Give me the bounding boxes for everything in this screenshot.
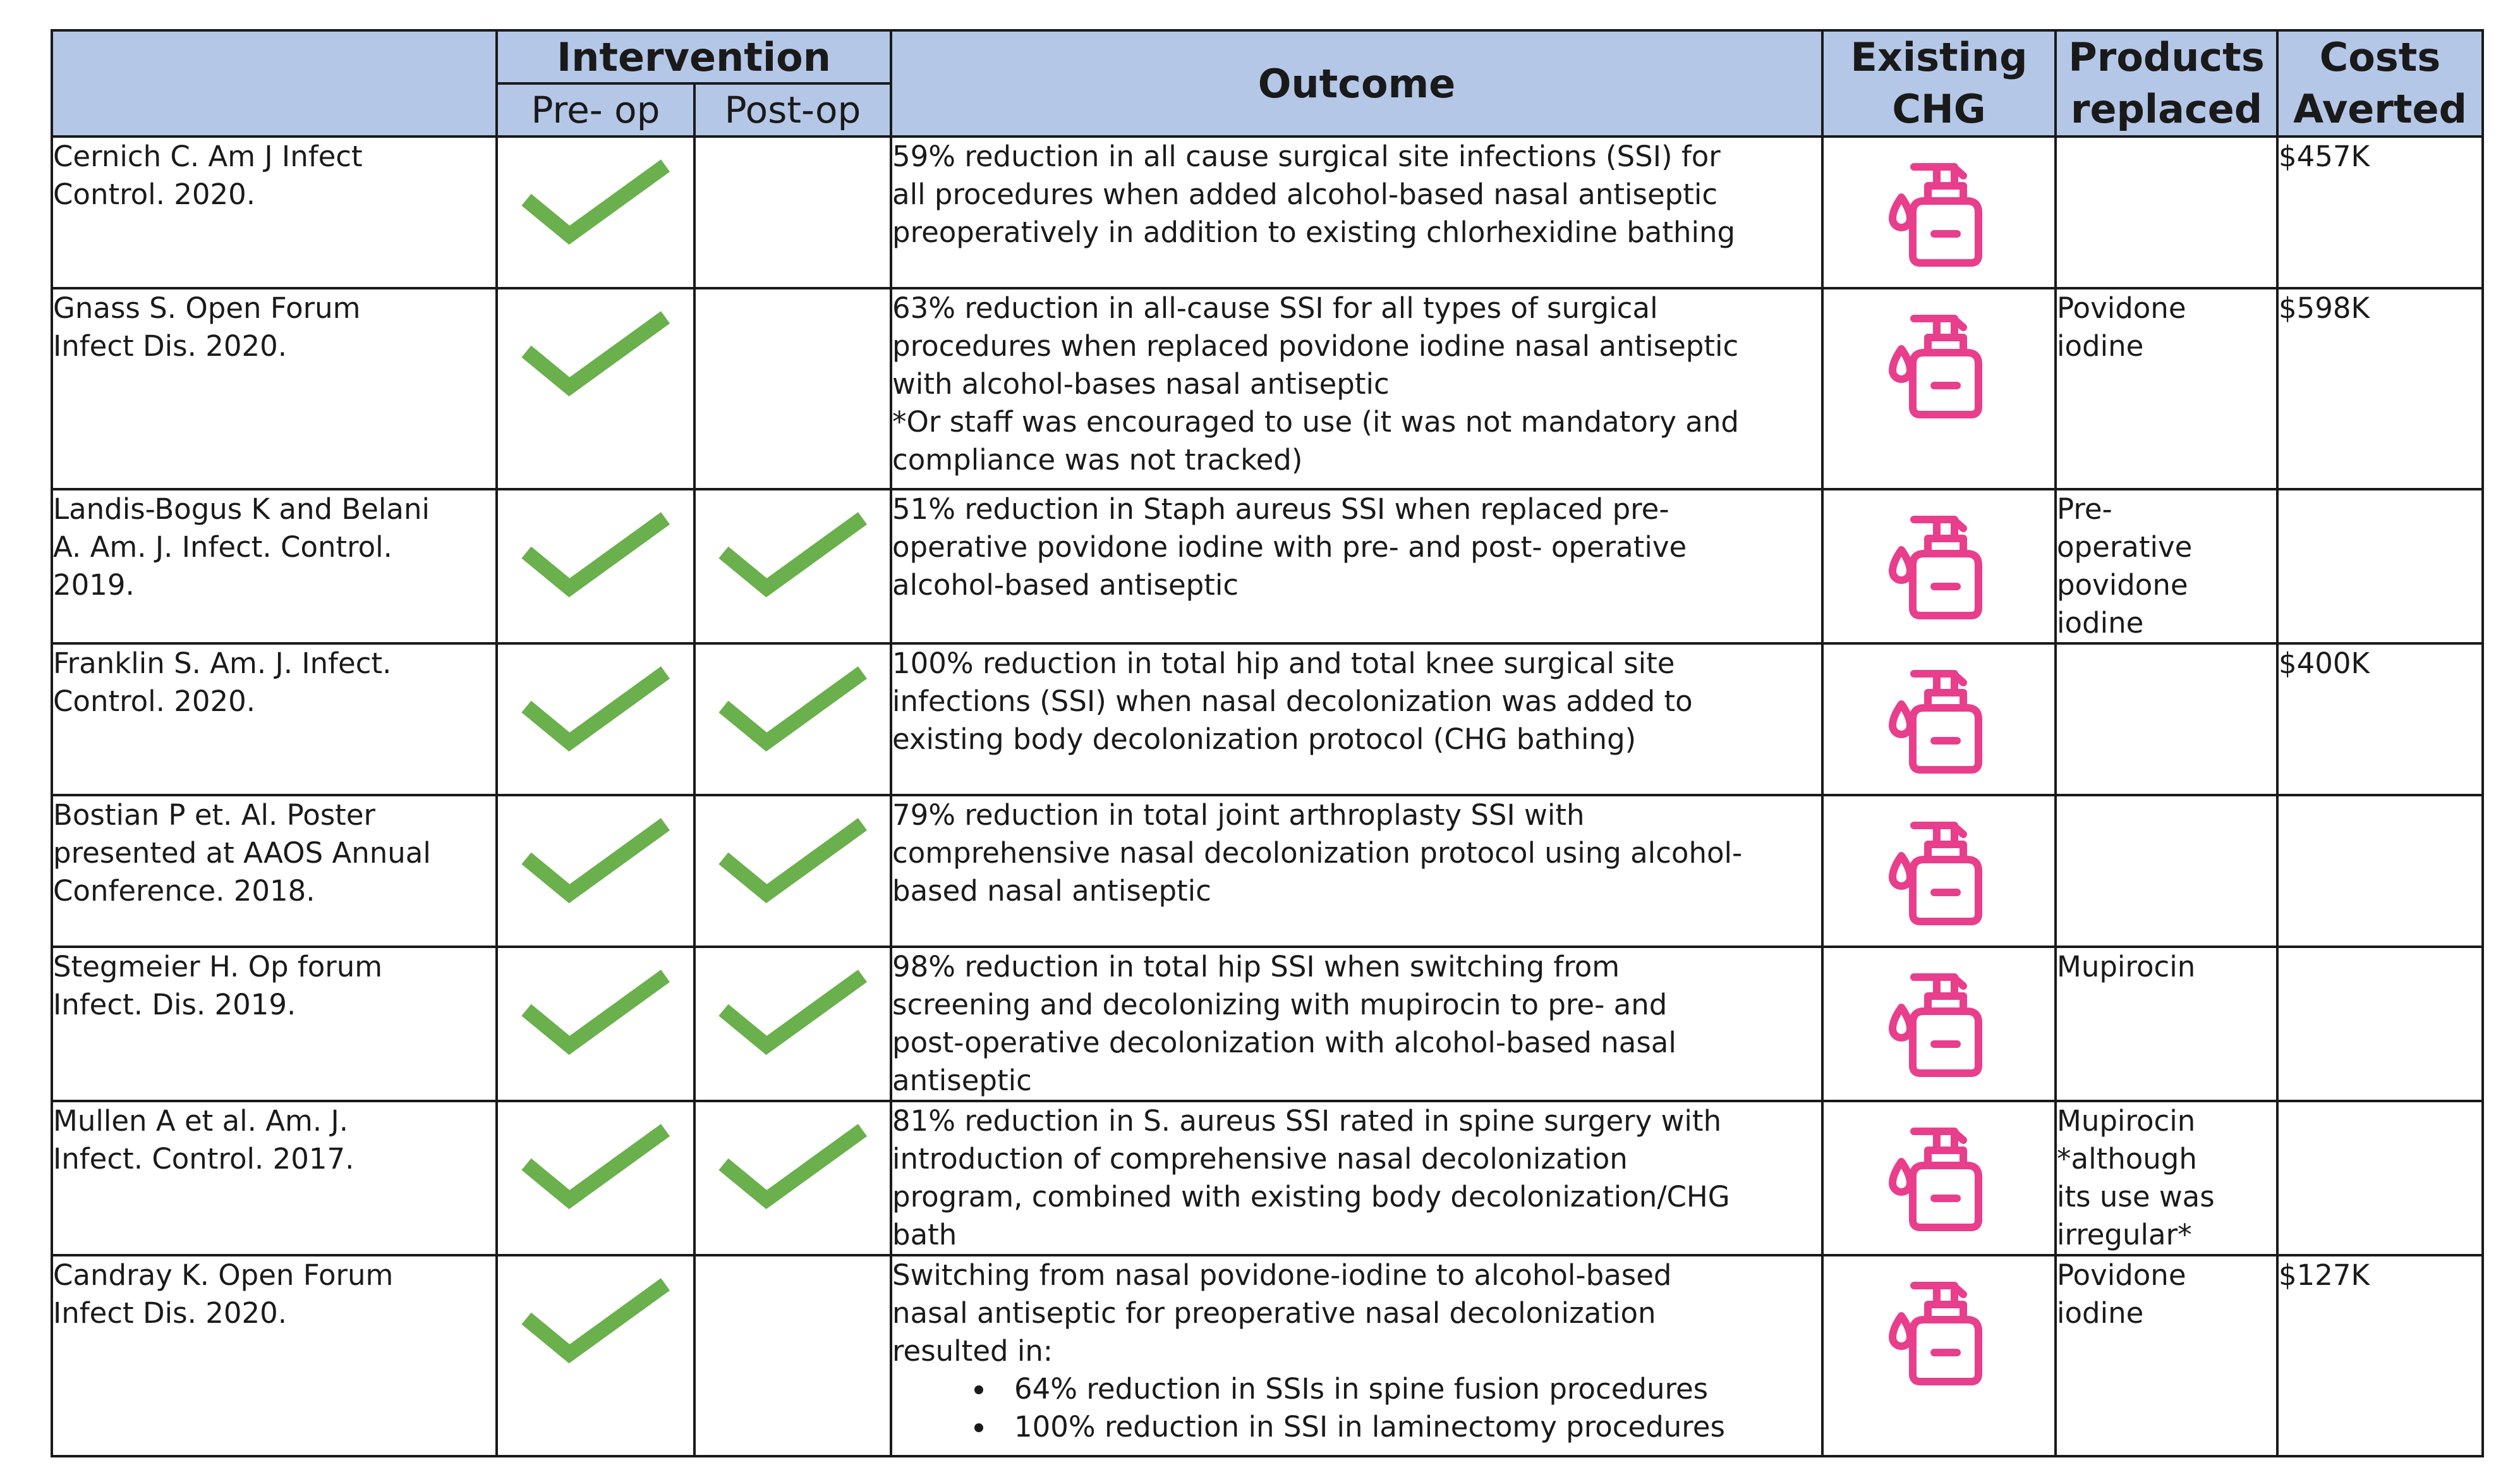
outcome-text: 63% reduction in all-cause SSI for all types of surgical procedures when replaced povidone iodine nasal antiseptic with alcohol-bases nasal antiseptic *Or staff was encouraged to use (it was not mandatory and compliance was not tracked) bbox=[892, 291, 1739, 477]
check-icon bbox=[498, 306, 693, 401]
check-icon bbox=[498, 1119, 693, 1213]
soap-dispenser-icon bbox=[1824, 964, 2054, 1078]
costs-averted-header bbox=[2277, 30, 2483, 137]
outcome-bullet: • 100% reduction in SSI in laminectomy procedures bbox=[996, 1408, 1821, 1446]
reference-cell: Candray K. Open Forum Infect Dis. 2020. bbox=[52, 1255, 497, 1456]
products-replaced-cell bbox=[2056, 137, 2277, 288]
pre-op-cell bbox=[497, 1255, 694, 1456]
products-replaced-cell: Povidone iodine bbox=[2056, 288, 2277, 489]
costs-averted-cell bbox=[2277, 947, 2483, 1101]
soap-dispenser-icon bbox=[1824, 813, 2054, 927]
pre-op-cell bbox=[497, 288, 694, 489]
post-op-cell bbox=[694, 643, 891, 795]
post-op-cell bbox=[694, 947, 891, 1101]
existing-chg-cell bbox=[1822, 1101, 2056, 1255]
table-row bbox=[52, 288, 2483, 489]
costs-averted-cell: $598K bbox=[2277, 288, 2483, 489]
products-replaced-header-line2: replaced bbox=[2070, 86, 2263, 132]
soap-dispenser-icon bbox=[1824, 661, 2054, 775]
post-op-cell bbox=[694, 795, 891, 947]
intervention-header: Intervention bbox=[497, 30, 891, 83]
costs-averted-cell: $457K bbox=[2277, 137, 2483, 288]
check-icon bbox=[696, 507, 890, 602]
check-icon bbox=[498, 813, 693, 908]
pre-op-cell bbox=[497, 489, 694, 643]
reference-header bbox=[52, 30, 497, 137]
outcome-cell bbox=[891, 643, 1822, 795]
table-body bbox=[52, 137, 2483, 1456]
reference-cell: Stegmeier H. Op forum Infect. Dis. 2019. bbox=[52, 947, 497, 1101]
soap-dispenser-icon bbox=[1824, 1273, 2054, 1387]
existing-chg-cell bbox=[1822, 643, 2056, 795]
outcome-cell bbox=[891, 1101, 1822, 1255]
existing-chg-cell bbox=[1822, 489, 2056, 643]
costs-averted-cell bbox=[2277, 489, 2483, 643]
post-op-header: Post-op bbox=[694, 83, 891, 137]
products-replaced-header bbox=[2056, 30, 2277, 137]
check-icon bbox=[696, 1119, 890, 1213]
pre-op-cell bbox=[497, 947, 694, 1101]
outcome-text: 100% reduction in total hip and total knee surgical site infections (SSI) when nasal decolonization was added to existing body decolonization protocol (CHG bathing) bbox=[892, 647, 1693, 756]
check-icon bbox=[498, 507, 693, 602]
products-replaced-cell: Mupirocin *although its use was irregular* bbox=[2056, 1101, 2277, 1255]
outcome-bullet-list bbox=[892, 1370, 1821, 1446]
table-row bbox=[52, 137, 2483, 288]
products-replaced-header-line1: Products bbox=[2068, 34, 2265, 80]
check-icon bbox=[696, 661, 890, 756]
post-op-cell bbox=[694, 489, 891, 643]
outcome-cell bbox=[891, 489, 1822, 643]
outcome-text: 98% reduction in total hip SSI when switching from screening and decolonizing with mupirocin to pre- and post-operative decolonization with alcohol-based nasal antiseptic bbox=[892, 950, 1676, 1097]
outcome-text: Switching from nasal povidone-iodine to alcohol-based nasal antiseptic for preoperative nasal decolonization resulted in: bbox=[892, 1258, 1672, 1368]
outcome-text: 59% reduction in all cause surgical site infections (SSI) for all procedures when added alcohol-based nasal antiseptic preoperatively in addition to existing chlorhexidine bathing bbox=[892, 140, 1736, 249]
soap-dispenser-icon bbox=[1824, 1119, 2054, 1232]
check-icon bbox=[498, 1273, 693, 1368]
outcome-cell bbox=[891, 1255, 1822, 1456]
check-icon bbox=[498, 964, 693, 1059]
pre-op-cell bbox=[497, 1101, 694, 1255]
post-op-cell bbox=[694, 288, 891, 489]
reference-cell: Mullen A et al. Am. J. Infect. Control. 2017. bbox=[52, 1101, 497, 1255]
existing-chg-cell bbox=[1822, 947, 2056, 1101]
table-row bbox=[52, 947, 2483, 1101]
table-row bbox=[52, 489, 2483, 643]
table-row bbox=[52, 1101, 2483, 1255]
post-op-cell bbox=[694, 1255, 891, 1456]
reference-cell: Cernich C. Am J Infect Control. 2020. bbox=[52, 137, 497, 288]
outcome-cell bbox=[891, 137, 1822, 288]
costs-averted-header-line2: Averted bbox=[2293, 86, 2467, 132]
existing-chg-header bbox=[1822, 30, 2056, 137]
pre-op-cell bbox=[497, 643, 694, 795]
existing-chg-header-line2: CHG bbox=[1892, 86, 1986, 132]
costs-averted-header-line1: Costs bbox=[2319, 34, 2441, 80]
outcome-cell bbox=[891, 288, 1822, 489]
outcome-cell bbox=[891, 947, 1822, 1101]
existing-chg-header-line1: Existing bbox=[1850, 34, 2028, 80]
existing-chg-cell bbox=[1822, 1255, 2056, 1456]
pre-op-cell bbox=[497, 795, 694, 947]
costs-averted-cell: $127K bbox=[2277, 1255, 2483, 1456]
post-op-cell bbox=[694, 137, 891, 288]
table-row bbox=[52, 795, 2483, 947]
outcome-text: 79% reduction in total joint arthroplasty SSI with comprehensive nasal decolonization protocol using alcohol- based nasal antiseptic bbox=[892, 798, 1743, 908]
post-op-cell bbox=[694, 1101, 891, 1255]
existing-chg-cell bbox=[1822, 795, 2056, 947]
check-icon bbox=[696, 813, 890, 908]
costs-averted-cell bbox=[2277, 795, 2483, 947]
costs-averted-cell bbox=[2277, 1101, 2483, 1255]
pre-op-header: Pre- op bbox=[497, 83, 694, 137]
reference-cell: Bostian P et. Al. Poster presented at AAOS Annual Conference. 2018. bbox=[52, 795, 497, 947]
products-replaced-cell bbox=[2056, 795, 2277, 947]
check-icon bbox=[498, 154, 693, 249]
products-replaced-cell: Povidone iodine bbox=[2056, 1255, 2277, 1456]
check-icon bbox=[498, 661, 693, 756]
reference-cell: Landis-Bogus K and Belani A. Am. J. Infect. Control. 2019. bbox=[52, 489, 497, 643]
costs-averted-cell: $400K bbox=[2277, 643, 2483, 795]
existing-chg-cell bbox=[1822, 137, 2056, 288]
existing-chg-cell bbox=[1822, 288, 2056, 489]
check-icon bbox=[696, 964, 890, 1059]
outcome-cell bbox=[891, 795, 1822, 947]
outcome-header: Outcome bbox=[891, 30, 1822, 137]
reference-cell: Franklin S. Am. J. Infect. Control. 2020. bbox=[52, 643, 497, 795]
soap-dispenser-icon bbox=[1824, 154, 2054, 268]
products-replaced-cell bbox=[2056, 643, 2277, 795]
table-row bbox=[52, 643, 2483, 795]
products-replaced-cell: Pre- operative povidone iodine bbox=[2056, 489, 2277, 643]
outcome-bullet: • 64% reduction in SSIs in spine fusion procedures bbox=[996, 1370, 1821, 1408]
products-replaced-cell: Mupirocin bbox=[2056, 947, 2277, 1101]
soap-dispenser-icon bbox=[1824, 306, 2054, 420]
outcome-text: 51% reduction in Staph aureus SSI when replaced pre- operative povidone iodine with pre- and post- operative alcohol-based antiseptic bbox=[892, 492, 1687, 602]
studies-table bbox=[51, 29, 2484, 1457]
outcome-text: 81% reduction in S. aureus SSI rated in spine surgery with introduction of comprehensive nasal decolonization program, combined with existing body decolonization/CHG bath bbox=[892, 1104, 1730, 1251]
reference-cell: Gnass S. Open Forum Infect Dis. 2020. bbox=[52, 288, 497, 489]
pre-op-cell bbox=[497, 137, 694, 288]
table-row bbox=[52, 1255, 2483, 1456]
soap-dispenser-icon bbox=[1824, 507, 2054, 621]
